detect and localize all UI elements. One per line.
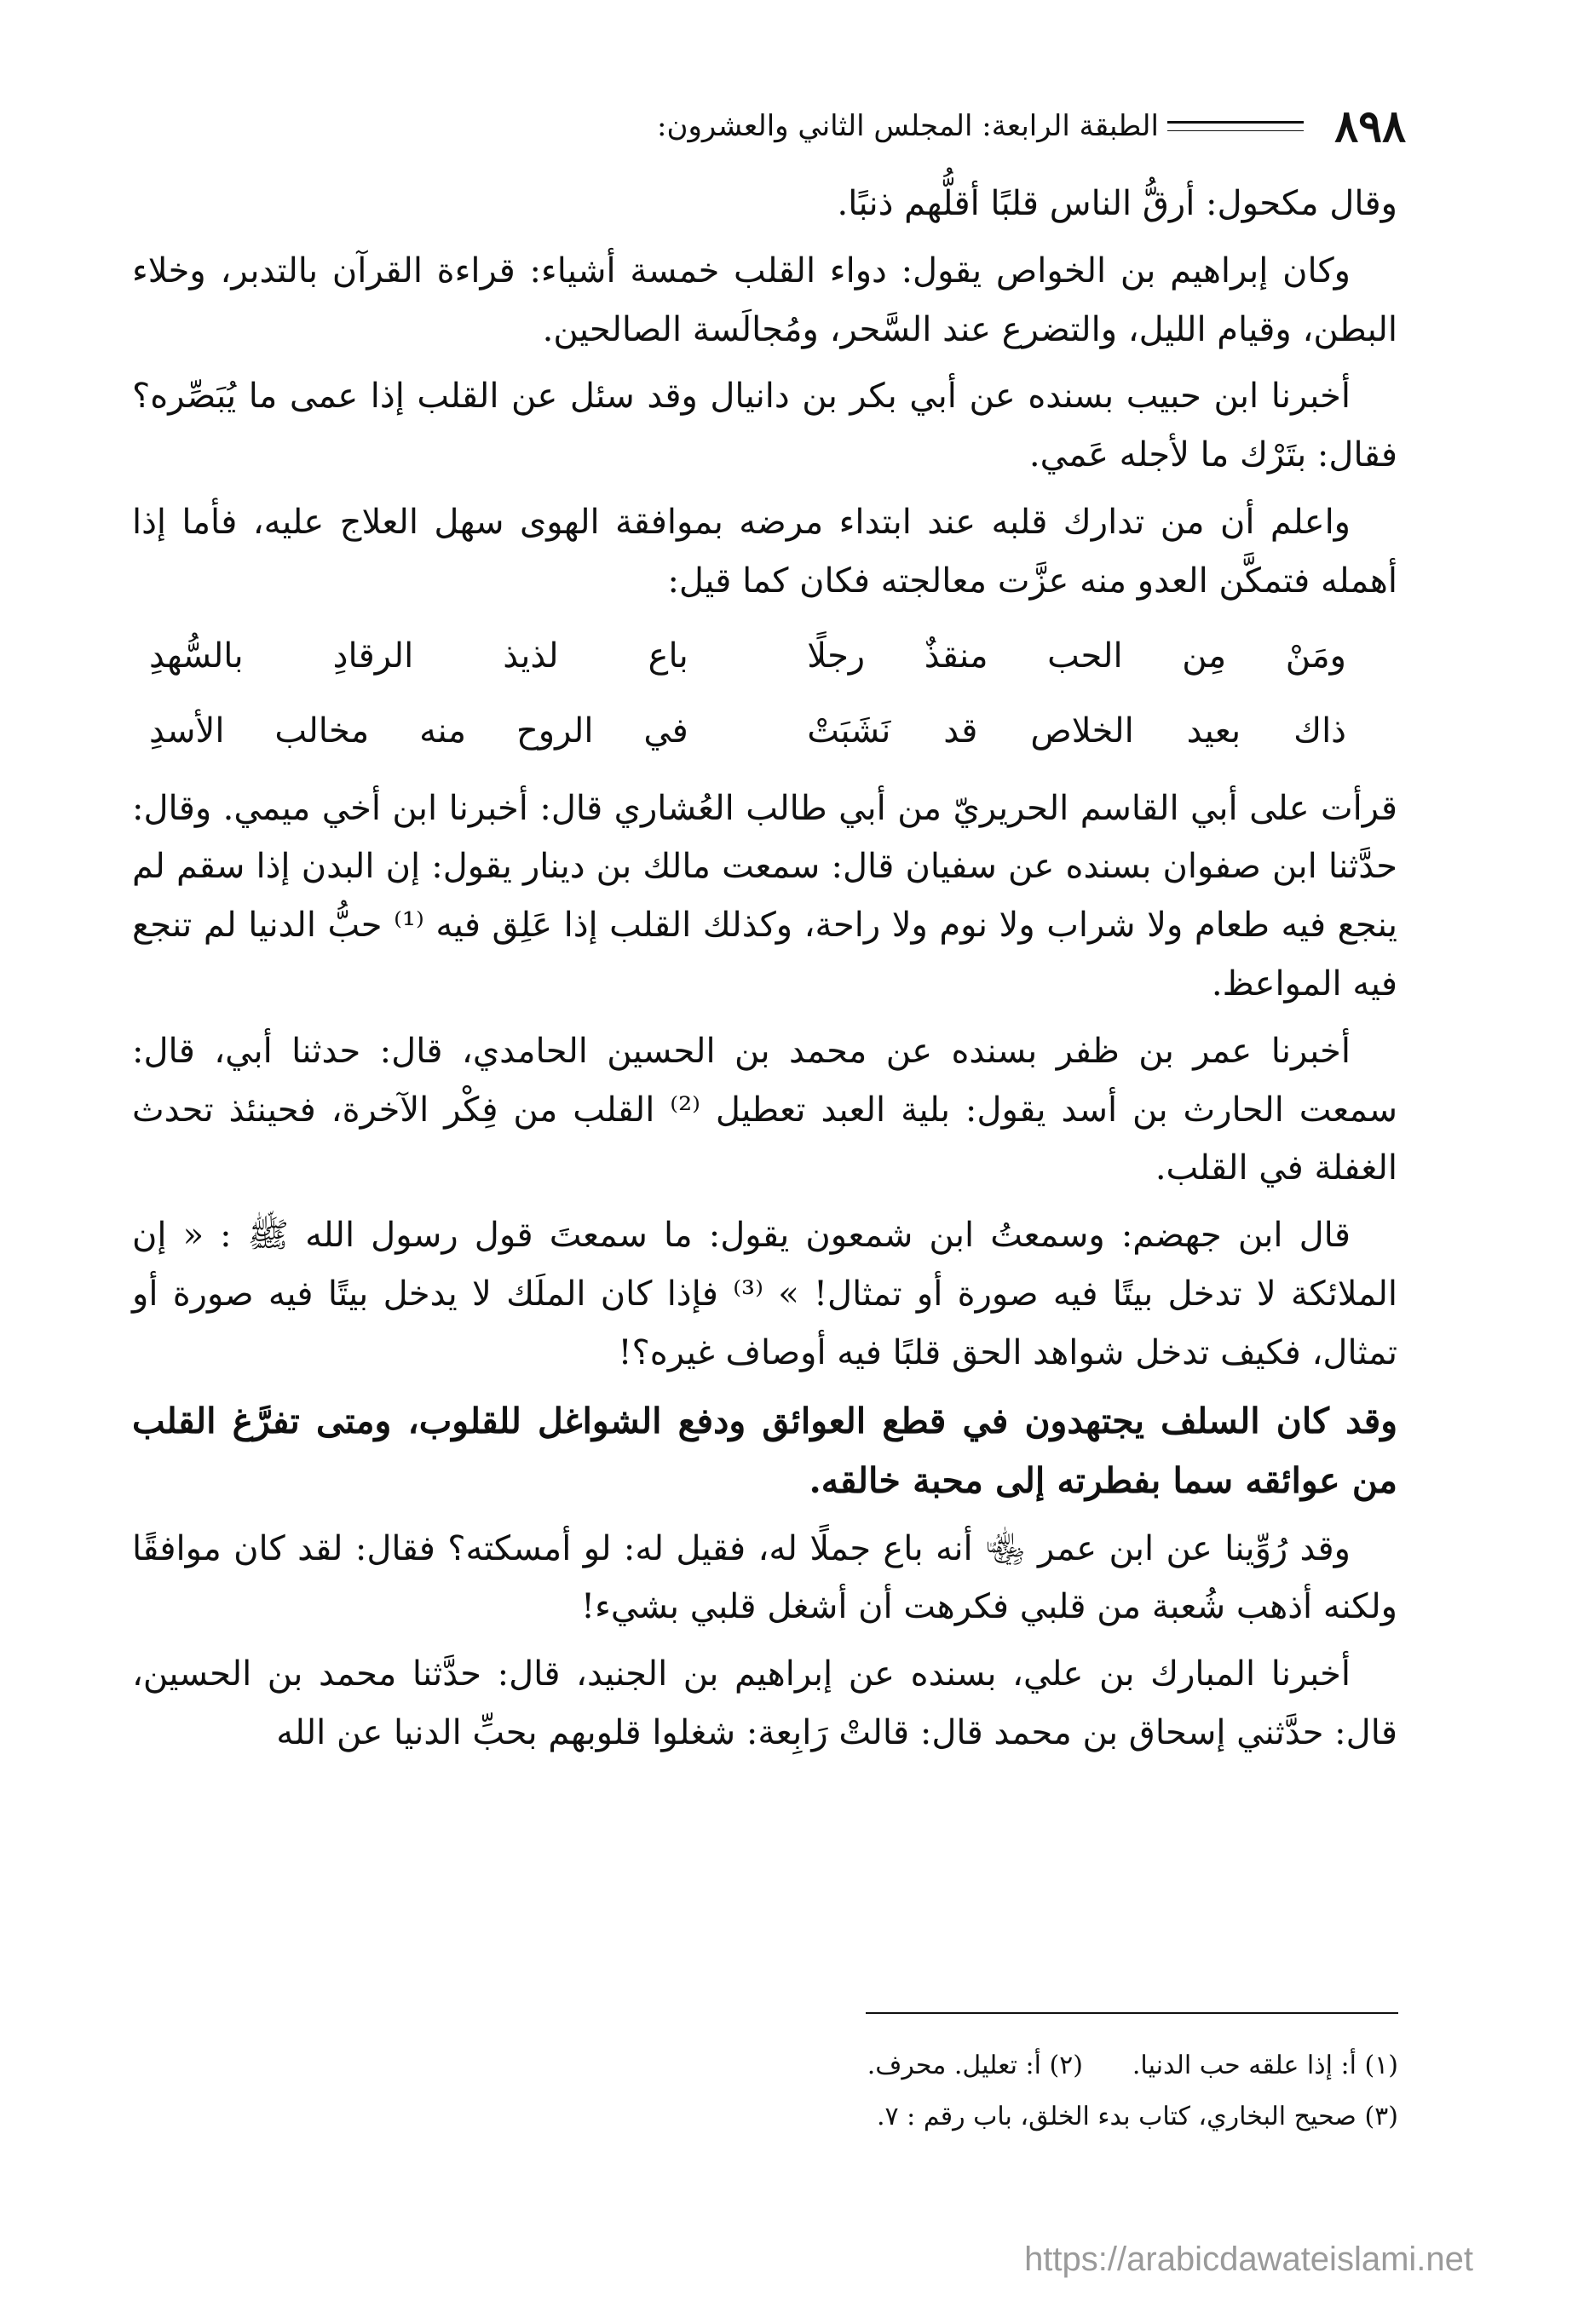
- paragraph: واعلم أن من تدارك قلبه عند ابتداء مرضه بموافقة الهوى سهل العلاج عليه، فأما إذا أهمله فتمكَّن العدو منه عزَّت معالجته فكان كما قيل:: [132, 502, 1397, 601]
- paragraph: وقد رُوِّينا عن ابن عمر ﵄ أنه باع جملًا له، فقيل له: لو أمسكته؟ فقال: لقد كان موافقًا ولكنه أذهب شُعبة من قلبي فكرهت أن أشغل قلبي بشيء!: [132, 1528, 1397, 1627]
- footnote-1: (١) أ: إذا علقه حب الدنيا.: [1132, 2051, 1398, 2080]
- verse-first-hemistich: ومَنْ مِن الحب منقذٌ رجلًا: [807, 636, 1346, 676]
- footnote-separator: [866, 2012, 1398, 2014]
- watermark-url: https://arabicdawateislami.net: [1024, 2241, 1473, 2278]
- paragraph: قال ابن جهضم: وسمعتُ ابن شمعون يقول: ما سمعتَ قول رسول الله ﷺ : « إن الملائكة لا تدخل بيتًا فيه صورة أو تمثال! » ⁽³⁾ فإذا كان الملَك لا يدخل بيتًا فيه صورة أو تمثال، فكيف تدخل شواهد الحق قلبًا فيه أوصاف غيره؟!: [132, 1216, 1397, 1372]
- paragraph: قرأت على أبي القاسم الحريريّ من أبي طالب العُشاري قال: أخبرنا ابن أخي ميمي. وقال: حدَّثنا ابن صفوان بسنده عن سفيان قال: سمعت مالك بن دينار يقول: إن البدن إذا سقم لم ينجع فيه طعام ولا شراب ولا نوم ولا راحة، وكذلك القلب إذا عَلِق فيه ⁽¹⁾ حبُّ الدنيا لم تنجع فيه المواعظ.: [132, 788, 1397, 1004]
- verse-second-hemistich: في الروح منه مخالب الأسدِ: [149, 711, 688, 751]
- footnote-row: [291, 2040, 1398, 2091]
- paragraph: أخبرنا المبارك بن علي، بسنده عن إبراهيم بن الجنيد، قال: حدَّثنا محمد بن الحسين، قال: حدَّثني إسحاق بن محمد قال: قالتْ رَابِعة: شغلوا قلوبهم بحبِّ الدنيا عن الله: [132, 1654, 1397, 1752]
- poem-verse: [132, 619, 1397, 694]
- paragraph: أخبرنا عمر بن ظفر بسنده عن محمد بن الحسين الحامدي، قال: حدثنا أبي، قال: سمعت الحارث بن أسد يقول: بلية العبد تعطيل ⁽²⁾ القلب من فِكْر الآخرة، فحينئذ تحدث الغفلة في القلب.: [132, 1031, 1398, 1188]
- header-title: الطبقة الرابعة: المجلس الثاني والعشرون:: [657, 109, 1159, 143]
- footnote-3: (٣) صحيح البخاري، كتاب بدء الخلق، باب رقم : ٧.: [876, 2102, 1398, 2131]
- footnote-2: (٢) أ: تعليل. محرف.: [867, 2051, 1083, 2080]
- verse-first-hemistich: ذاك بعيد الخلاص قد نَشَبَتْ: [807, 711, 1346, 751]
- paragraph: وكان إبراهيم بن الخواص يقول: دواء القلب خمسة أشياء: قراءة القرآن بالتدبر، وخلاء البطن، وقيام الليل، والتضرع عند السَّحر، ومُجالَسة الصالحين.: [132, 250, 1397, 349]
- bold-paragraph: وقد كان السلف يجتهدون في قطع العوائق ودفع الشواغل للقلوب، ومتى تفرَّغ القلب من عوائقه سما بفطرته إلى محبة خالقه.: [132, 1400, 1397, 1502]
- body-text: [132, 175, 1397, 1771]
- footnotes: [291, 2040, 1398, 2143]
- page-number: ٨٩٨: [1334, 101, 1406, 152]
- header-rule: [1167, 121, 1304, 131]
- poem-verse: [132, 694, 1397, 769]
- paragraph: أخبرنا ابن حبيب بسنده عن أبي بكر بن دانيال وقد سئل عن القلب إذا عمى ما يُبَصِّره؟ فقال: بتَرْك ما لأجله عَمي.: [132, 377, 1397, 475]
- running-header: [128, 101, 1406, 152]
- verse-second-hemistich: باع لذيذ الرقادِ بالسُّهدِ: [149, 636, 688, 676]
- paragraph: وقال مكحول: أرقُّ الناس قلبًا أقلُّهم ذنبًا.: [837, 184, 1397, 223]
- poem: [132, 619, 1397, 769]
